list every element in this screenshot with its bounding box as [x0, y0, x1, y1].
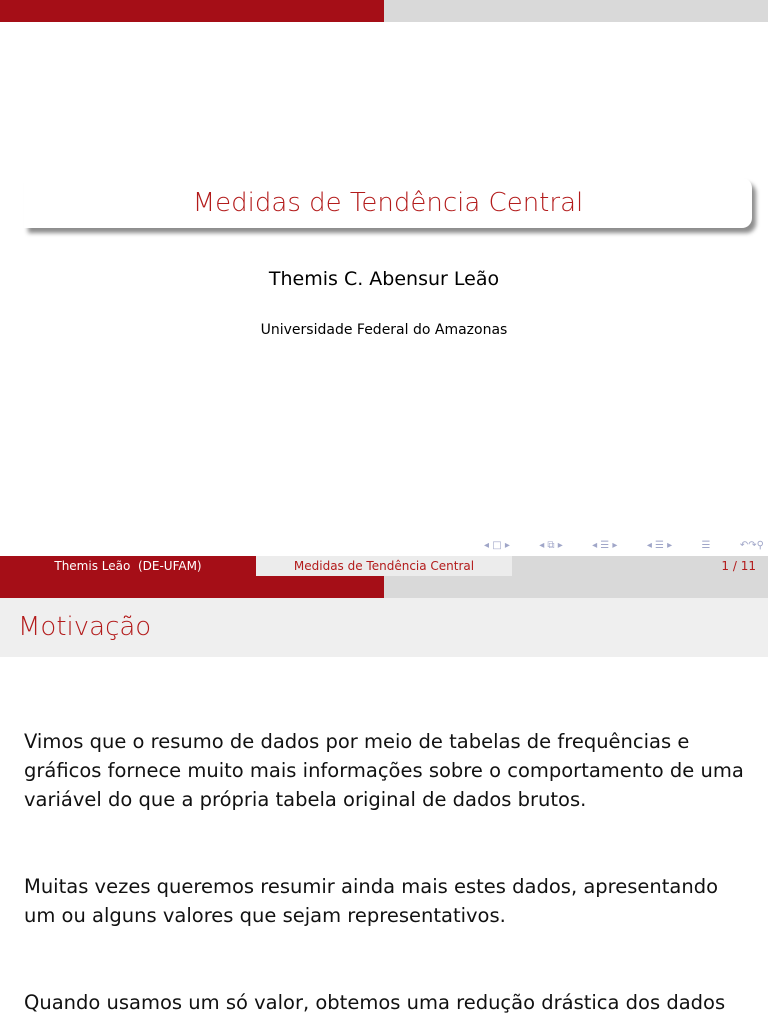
nav-align-icon[interactable]: ☰	[701, 539, 711, 551]
frame-title: Motivação	[18, 612, 152, 642]
nav-search-icon[interactable]: ↶↷⚲	[739, 539, 764, 551]
paragraph: Quando usamos um só valor, obtemos uma redução drástica dos dados	[24, 991, 726, 1014]
header-bar-right	[384, 0, 768, 22]
nav-section-icon[interactable]: ◂ ☰ ▸	[646, 539, 673, 551]
slide2-header-bar-left	[0, 576, 384, 598]
footer-title-text: Medidas de Tendência Central	[293, 559, 475, 573]
page-number: 1 / 11	[721, 559, 756, 573]
paragraph: Vimos que o resumo de dados por meio de tabelas de frequências e gráficos fornece muito mais informações sobre o comportamento de uma variável do que a própria tabela original de dados brutos.	[24, 730, 744, 811]
author-name: Themis C. Abensur Leão	[268, 268, 500, 290]
institute-name: Universidade Federal do Amazonas	[260, 322, 508, 338]
footer-page	[512, 556, 768, 576]
nav-frame-icon[interactable]: ◂ ⧉ ▸	[539, 539, 563, 551]
nav-subsection-icon[interactable]: ◂ ☰ ▸	[592, 539, 618, 551]
header-bar-left	[0, 0, 384, 22]
navigation-symbols	[484, 538, 764, 552]
footer-author	[0, 556, 256, 576]
nav-prev-slide-icon[interactable]: ◂ □ ▸	[484, 539, 510, 551]
footer-title	[256, 556, 512, 576]
slide2-header-bar-right	[384, 576, 768, 598]
slide-title: Medidas de Tendência Central	[192, 188, 584, 218]
title-box	[24, 178, 752, 228]
paragraph: Muitas vezes queremos resumir ainda mais estes dados, apresentando um ou alguns valores que sejam representativos.	[24, 875, 719, 927]
footer-author-text: Themis Leão (DE-UFAM)	[54, 559, 202, 573]
